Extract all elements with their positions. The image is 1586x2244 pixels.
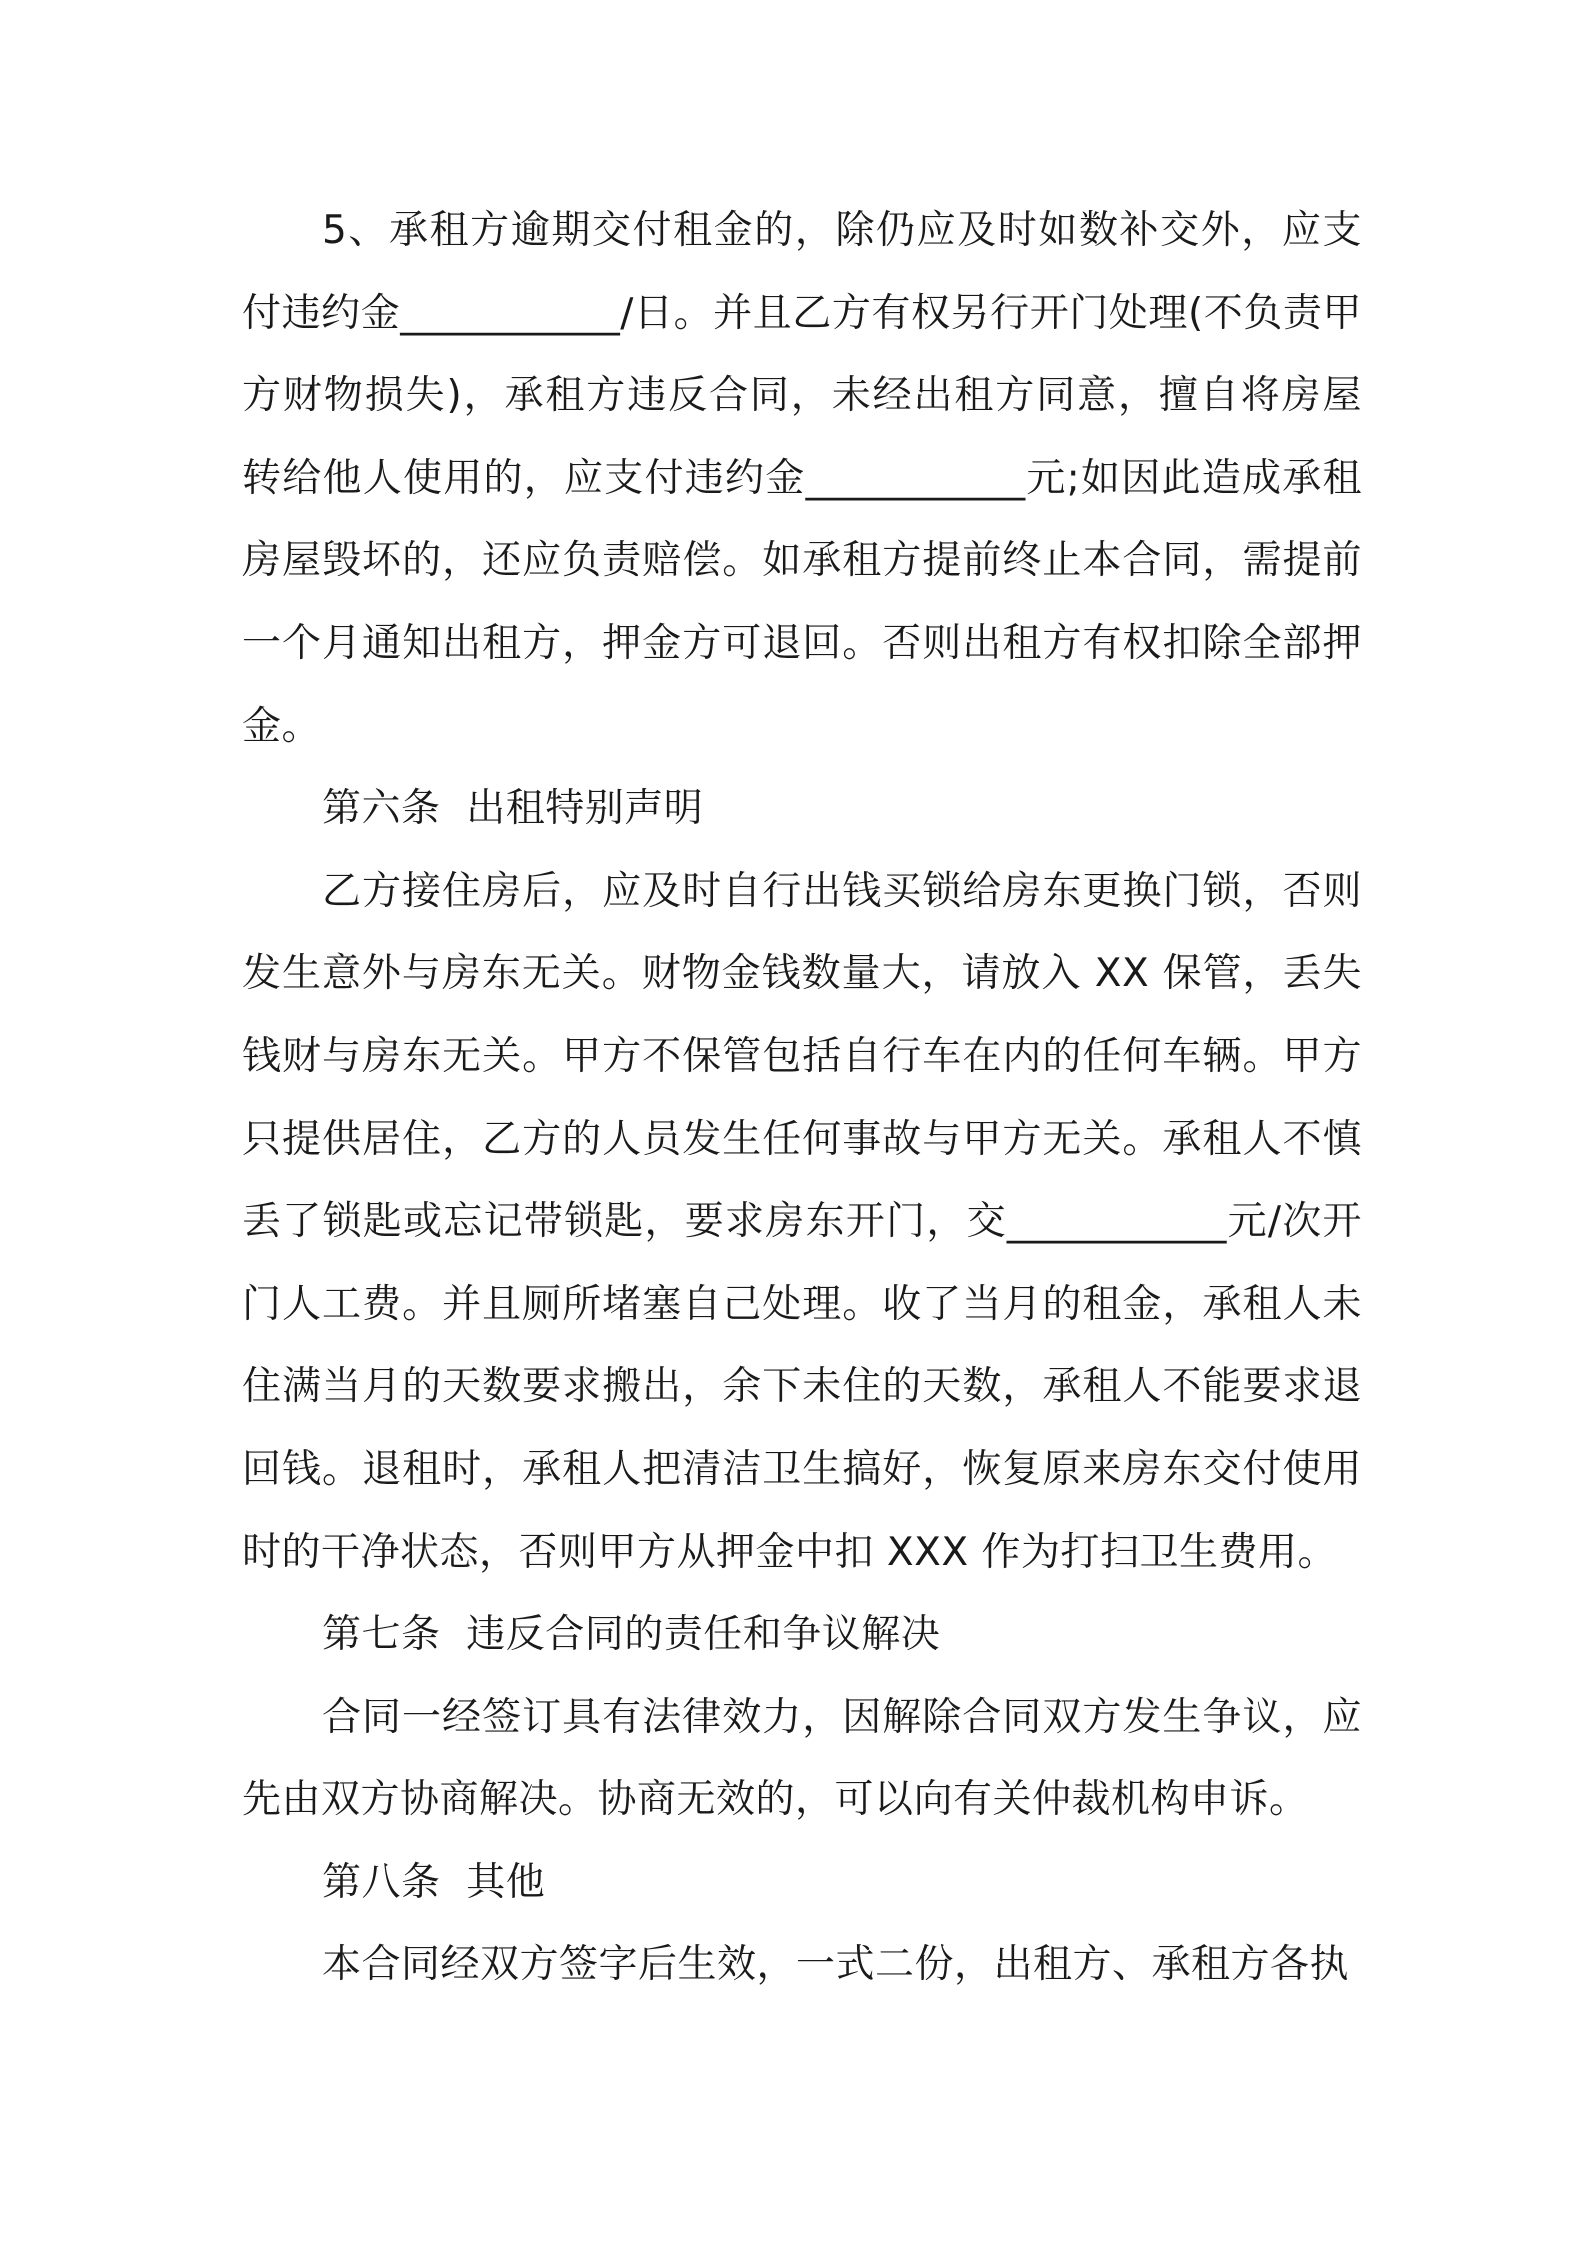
- document-body: [242, 190, 1362, 2007]
- clause-paragraph-penalty: 5、承租方逾期交付租金的，除仍应及时如数补交外，应支付违约金___________/日。并且乙方有权另行开门处理(不负责甲方财物损失)，承租方违反合同，未经出租方同意，擅自将房屋转给他人使用的，应支付违约金___________元;如因此造成承租房屋毁坏的，还应负责赔偿。如承租方提前终止本合同，需提前一个月通知出租方，押金方可退回。否则出租方有权扣除全部押金。: [242, 208, 1362, 749]
- article-7-heading: 第七条 违反合同的责任和争议解决: [322, 1612, 941, 1658]
- clause-paragraph-other: 本合同经双方签字后生效，一式二份，出租方、承租方各执: [322, 1942, 1350, 1988]
- clause-paragraph-special-statement: 乙方接住房后，应及时自行出钱买锁给房东更换门锁，否则发生意外与房东无关。财物金钱数量大，请放入 XX 保管，丢失钱财与房东无关。甲方不保管包括自行车在内的任何车辆。甲方只提供居住，乙方的人员发生任何事故与甲方无关。承租人不慎丢了锁匙或忘记带锁匙，要求房东开门，交___________元/次开门人工费。并且厕所堵塞自己处理。收了当月的租金，承租人未住满当月的天数要求搬出，余下未住的天数，承租人不能要求退回钱。退租时，承租人把清洁卫生搞好，恢复原来房东交付使用时的干净状态，否则甲方从押金中扣 XXX 作为打扫卫生费用。: [242, 868, 1362, 1575]
- article-6-heading: 第六条 出租特别声明: [322, 786, 704, 832]
- clause-paragraph-dispute: 合同一经签订具有法律效力，因解除合同双方发生争议，应先由双方协商解决。协商无效的，可以向有关仲裁机构申诉。: [242, 1694, 1362, 1823]
- article-8-heading: 第八条 其他: [322, 1859, 546, 1905]
